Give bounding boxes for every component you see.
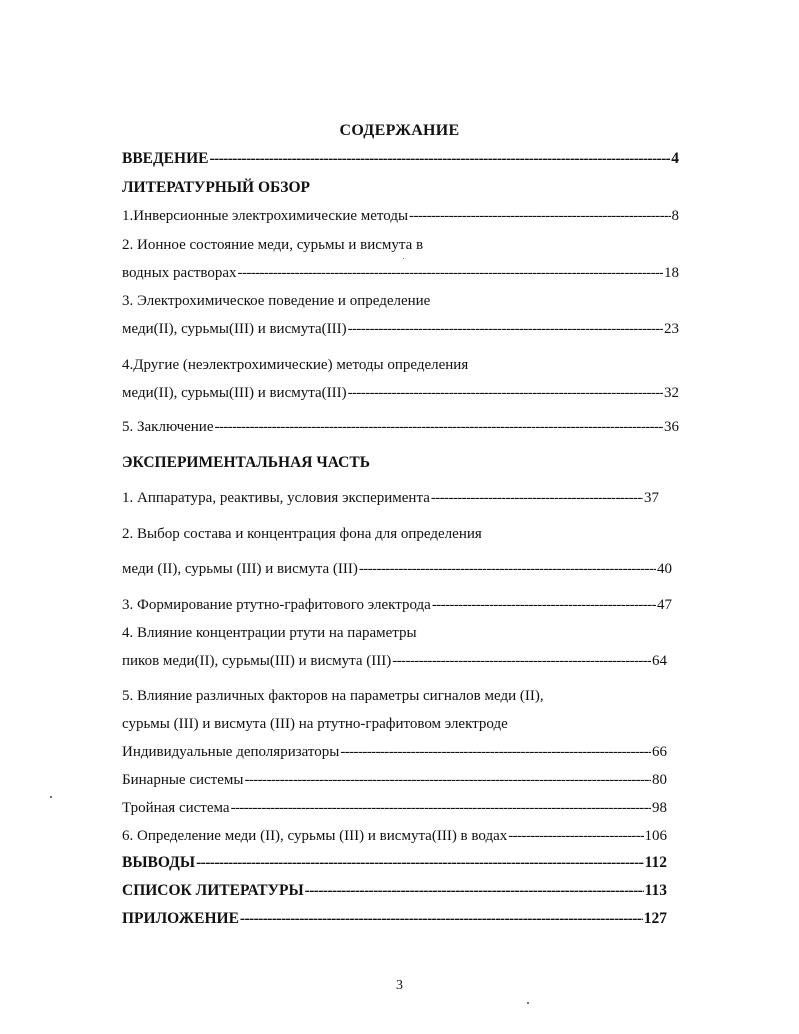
toc-entry-page: 112: [644, 854, 667, 871]
toc-entry-text: 6. Определение меди (II), сурьмы (III) и висмута(III) в водах: [122, 828, 508, 844]
toc-section-heading-literature: ЛИТЕРАТУРНЫЙ ОБЗОР: [122, 179, 310, 196]
toc-entry-page: 32: [664, 385, 679, 401]
toc-leader-dots: [392, 651, 651, 671]
toc-entry-ternary-system: [122, 798, 667, 818]
toc-leader-dots: [196, 853, 644, 873]
toc-entry-text: пиков меди(II), сурьмы(III) и висмута (III): [122, 653, 392, 669]
toc-entry-page: 37: [644, 490, 659, 506]
toc-entry-other-methods: [122, 383, 679, 403]
toc-entry-page: 4: [671, 150, 679, 167]
toc-leader-dots: [409, 206, 670, 226]
toc-entry-other-methods-line1: 4.Другие (неэлектрохимические) методы определения: [122, 357, 469, 373]
toc-entry-page: 18: [664, 265, 679, 281]
toc-leader-dots: [508, 826, 643, 846]
toc-entry-ionic-state: [122, 263, 679, 283]
toc-entry-text: меди (II), сурьмы (III) и висмута (III): [122, 561, 358, 577]
toc-entry-background-choice: [122, 559, 672, 579]
page-number: 3: [396, 978, 403, 993]
toc-entry-conclusion: [122, 417, 679, 437]
toc-entry-text: ПРИЛОЖЕНИЕ: [122, 910, 239, 927]
toc-entry-references: [122, 881, 667, 901]
toc-entry-factors-line2: сурьмы (III) и висмута (III) на ртутно-графитовом электроде: [122, 716, 508, 732]
toc-entry-text: меди(II), сурьмы(III) и висмута(III): [122, 321, 347, 337]
toc-entry-apparatus: [122, 488, 659, 508]
toc-entry-stripping-methods: [122, 206, 679, 226]
toc-leader-dots: [348, 383, 663, 403]
scan-speck: [50, 796, 52, 798]
toc-entry-binary-systems: [122, 770, 667, 790]
toc-entry-text: Индивидуальные деполяризаторы: [122, 744, 340, 760]
toc-entry-introduction: [122, 149, 679, 169]
toc-entry-page: 106: [644, 828, 667, 844]
toc-entry-page: 36: [664, 419, 679, 435]
toc-entry-text: 5. Заключение: [122, 419, 214, 435]
toc-section-heading-experimental: ЭКСПЕРИМЕНТАЛЬНАЯ ЧАСТЬ: [122, 454, 370, 471]
toc-entry-text: 1.Инверсионные электрохимические методы: [122, 208, 409, 224]
toc-leader-dots: [215, 417, 664, 437]
toc-entry-mercury-concentration: [122, 651, 667, 671]
toc-entry-page: 40: [657, 561, 672, 577]
toc-entry-factors-line1: 5. Влияние различных факторов на параметры сигналов меди (II),: [122, 688, 544, 704]
toc-entry-text: Тройная система: [122, 800, 230, 816]
toc-entry-page: 80: [652, 772, 667, 788]
toc-entry-text: водных растворах: [122, 265, 237, 281]
toc-entry-text: 3. Формирование ртутно-графитового электрода: [122, 597, 431, 613]
toc-leader-dots: [340, 742, 651, 762]
toc-leader-dots: [240, 909, 643, 929]
toc-leader-dots: [238, 263, 663, 283]
toc-entry-page: 66: [652, 744, 667, 760]
toc-entry-text: 1. Аппаратура, реактивы, условия эксперимента: [122, 490, 430, 506]
toc-entry-page: 23: [664, 321, 679, 337]
toc-entry-page: 8: [671, 208, 679, 224]
toc-entry-text: ВЫВОДЫ: [122, 854, 196, 871]
toc-entry-page: 127: [643, 910, 667, 927]
scan-speck: [403, 258, 404, 259]
toc-entry-page: 113: [644, 882, 667, 899]
toc-leader-dots: [432, 595, 656, 615]
toc-entry-text: СПИСОК ЛИТЕРАТУРЫ: [122, 882, 304, 899]
toc-entry-electrochemical-behavior-line1: 3. Электрохимическое поведение и определение: [122, 293, 431, 309]
toc-entry-ionic-state-line1: 2. Ионное состояние меди, сурьмы и висмута в: [122, 237, 424, 253]
toc-entry-appendix: [122, 909, 667, 929]
toc-entry-conclusions: [122, 853, 667, 873]
toc-entry-page: 47: [657, 597, 672, 613]
toc-entry-electrode-formation: [122, 595, 672, 615]
toc-entry-individual-depolarizers: [122, 742, 667, 762]
toc-leader-dots: [305, 881, 644, 901]
toc-entry-page: 64: [652, 653, 667, 669]
scan-speck: [527, 1002, 529, 1004]
toc-entry-determination-in-water: [122, 826, 667, 846]
page-title: СОДЕРЖАНИЕ: [339, 122, 460, 139]
toc-entry-text: ВВЕДЕНИЕ: [122, 150, 209, 167]
toc-leader-dots: [348, 319, 663, 339]
toc-leader-dots: [431, 488, 643, 508]
toc-entry-text: Бинарные системы: [122, 772, 244, 788]
toc-leader-dots: [231, 798, 651, 818]
toc-entry-mercury-concentration-line1: 4. Влияние концентрации ртути на параметры: [122, 625, 417, 641]
toc-entry-text: меди(II), сурьмы(III) и висмута(III): [122, 385, 347, 401]
toc-entry-background-choice-line1: 2. Выбор состава и концентрация фона для определения: [122, 526, 482, 542]
toc-leader-dots: [359, 559, 656, 579]
toc-leader-dots: [244, 770, 651, 790]
toc-entry-electrochemical-behavior: [122, 319, 679, 339]
toc-leader-dots: [209, 149, 670, 169]
toc-entry-page: 98: [652, 800, 667, 816]
